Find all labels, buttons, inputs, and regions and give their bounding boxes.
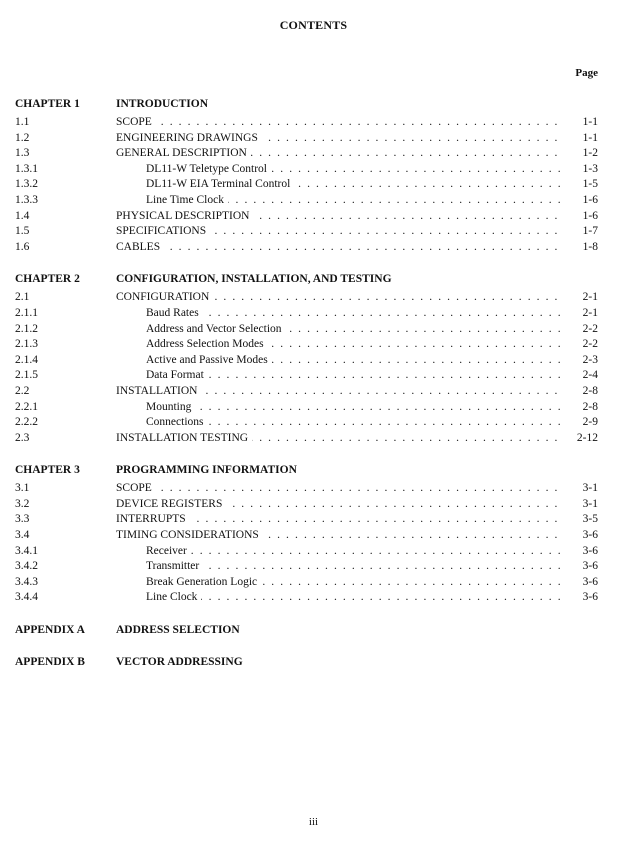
section-gap bbox=[15, 255, 598, 271]
toc-entry[interactable] bbox=[15, 544, 598, 560]
section-number: 1.3 bbox=[15, 147, 30, 160]
section-title: GENERAL DESCRIPTION bbox=[116, 147, 251, 159]
section-title: Baud Rates bbox=[146, 307, 203, 319]
section-title: ENGINEERING DRAWINGS bbox=[116, 132, 262, 144]
page-reference: 2-2 bbox=[579, 337, 598, 353]
section-title-leader bbox=[146, 575, 598, 591]
toc-entry[interactable] bbox=[15, 115, 598, 131]
page-reference: 3-5 bbox=[579, 512, 598, 528]
chapter-number: CHAPTER 2 bbox=[15, 273, 80, 286]
section-number: 1.5 bbox=[15, 225, 30, 238]
section-title: SPECIFICATIONS bbox=[116, 225, 210, 237]
section-number: 3.4.3 bbox=[15, 575, 38, 588]
page-number-footer: iii bbox=[308, 816, 319, 828]
toc-entry[interactable] bbox=[15, 209, 598, 225]
page-reference: 1-1 bbox=[579, 131, 598, 147]
section-title: PHYSICAL DESCRIPTION bbox=[116, 210, 253, 222]
toc-entry[interactable] bbox=[15, 528, 598, 544]
page-reference: 2-1 bbox=[579, 306, 598, 322]
toc-entry[interactable] bbox=[15, 497, 598, 513]
section-number: 2.2 bbox=[15, 384, 30, 397]
section-title: INSTALLATION bbox=[116, 385, 201, 397]
toc-entry[interactable] bbox=[15, 431, 598, 447]
page-reference: 1-1 bbox=[579, 115, 598, 131]
section-title-leader bbox=[116, 528, 598, 544]
page-reference: 1-5 bbox=[579, 177, 598, 193]
section-number: 2.1.4 bbox=[15, 353, 38, 366]
chapter-number: CHAPTER 1 bbox=[15, 98, 80, 110]
toc-entry[interactable] bbox=[15, 322, 598, 338]
page-reference: 3-6 bbox=[579, 544, 598, 560]
section-title-leader bbox=[116, 224, 598, 240]
section-title-leader bbox=[116, 290, 598, 306]
page-reference: 2-3 bbox=[579, 353, 598, 369]
page-reference: 2-9 bbox=[579, 415, 598, 431]
section-title-leader bbox=[116, 431, 598, 447]
page-reference: 3-6 bbox=[579, 590, 598, 606]
toc-entry[interactable] bbox=[15, 290, 598, 306]
section-number: 3.4 bbox=[15, 529, 30, 542]
toc-entry[interactable] bbox=[15, 240, 598, 256]
section-title: DL11-W Teletype Control bbox=[146, 163, 271, 175]
page-reference: 2-1 bbox=[579, 290, 598, 306]
chapter-title: PROGRAMMING INFORMATION bbox=[116, 464, 297, 477]
section-title: Address and Vector Selection bbox=[146, 323, 286, 335]
section-title-leader bbox=[116, 497, 598, 513]
section-number: 2.2.2 bbox=[15, 416, 38, 429]
toc-entry[interactable] bbox=[15, 337, 598, 353]
section-number: 3.4.2 bbox=[15, 560, 38, 573]
section-number: 2.1.1 bbox=[15, 306, 38, 319]
toc-entry[interactable] bbox=[15, 146, 598, 162]
section-title: Break Generation Logic bbox=[146, 576, 261, 588]
chapter-title: VECTOR ADDRESSING bbox=[116, 656, 243, 669]
page-column-header: Page bbox=[575, 67, 598, 79]
section-number: 1.6 bbox=[15, 240, 30, 253]
toc-entry[interactable] bbox=[15, 512, 598, 528]
section-number: 3.4.4 bbox=[15, 591, 38, 604]
section-number: 1.1 bbox=[15, 116, 30, 128]
toc-entry[interactable] bbox=[15, 384, 598, 400]
section-number: 3.2 bbox=[15, 497, 30, 510]
toc-entry[interactable] bbox=[15, 559, 598, 575]
section-title: CONFIGURATION bbox=[116, 291, 213, 303]
chapter-heading bbox=[15, 654, 598, 670]
toc-entry[interactable] bbox=[15, 590, 598, 606]
section-number: 1.2 bbox=[15, 131, 30, 144]
toc-entry[interactable] bbox=[15, 177, 598, 193]
chapter-heading bbox=[15, 462, 598, 478]
page-reference: 3-6 bbox=[579, 559, 598, 575]
section-title-leader bbox=[146, 559, 598, 575]
section-title: Transmitter bbox=[146, 560, 203, 572]
section-title-leader bbox=[116, 209, 598, 225]
section-title: CABLES bbox=[116, 241, 164, 253]
toc-entry[interactable] bbox=[15, 306, 598, 322]
section-title-leader bbox=[116, 240, 598, 256]
chapter-number: APPENDIX A bbox=[15, 624, 85, 637]
section-number: 3.3 bbox=[15, 513, 30, 526]
section-title: SCOPE bbox=[116, 116, 156, 128]
section-title: Receiver bbox=[146, 545, 191, 557]
toc-entry[interactable] bbox=[15, 400, 598, 416]
section-number: 3.1 bbox=[15, 482, 30, 495]
section-title-leader bbox=[146, 193, 598, 209]
toc-entry[interactable] bbox=[15, 353, 598, 369]
chapter-title: ADDRESS SELECTION bbox=[116, 624, 240, 637]
toc-entry[interactable] bbox=[15, 193, 598, 209]
page-reference: 1-8 bbox=[579, 240, 598, 256]
page-reference: 2-2 bbox=[579, 322, 598, 338]
page-reference: 3-1 bbox=[579, 481, 598, 497]
section-title-leader bbox=[116, 481, 598, 497]
chapter-number: APPENDIX B bbox=[15, 656, 85, 669]
section-title-leader bbox=[116, 131, 598, 147]
section-title-leader bbox=[146, 353, 598, 369]
section-title: Connections bbox=[146, 416, 208, 428]
section-number: 1.3.2 bbox=[15, 178, 38, 191]
section-title: Active and Passive Modes bbox=[146, 354, 272, 366]
section-gap bbox=[15, 446, 598, 462]
page-reference: 2-8 bbox=[579, 384, 598, 400]
section-title: DL11-W EIA Terminal Control bbox=[146, 178, 294, 190]
section-number: 3.4.1 bbox=[15, 544, 38, 557]
section-title-leader bbox=[116, 384, 598, 400]
section-title-leader bbox=[146, 337, 598, 353]
section-number: 1.3.1 bbox=[15, 162, 38, 175]
section-number: 1.3.3 bbox=[15, 193, 38, 206]
section-title: Mounting bbox=[146, 401, 195, 413]
section-title-leader bbox=[116, 146, 598, 162]
section-title-leader bbox=[146, 590, 598, 606]
section-number: 2.1.5 bbox=[15, 369, 38, 382]
toc-entry[interactable] bbox=[15, 162, 598, 178]
section-title: TIMING CONSIDERATIONS bbox=[116, 529, 263, 541]
chapter-heading bbox=[15, 96, 598, 112]
chapter-title: CONFIGURATION, INSTALLATION, AND TESTING bbox=[116, 273, 392, 286]
section-title: Line Time Clock bbox=[146, 194, 228, 206]
section-title: INTERRUPTS bbox=[116, 513, 190, 525]
section-title-leader bbox=[146, 306, 598, 322]
toc-entry[interactable] bbox=[15, 224, 598, 240]
section-title-leader bbox=[146, 322, 598, 338]
section-title: Address Selection Modes bbox=[146, 338, 268, 350]
section-gap bbox=[15, 606, 598, 622]
toc-entry[interactable] bbox=[15, 368, 598, 384]
page-reference: 1-3 bbox=[579, 162, 598, 178]
page-reference: 2-8 bbox=[579, 400, 598, 416]
page-reference: 2-12 bbox=[573, 431, 598, 447]
section-gap bbox=[15, 638, 598, 654]
section-title: DEVICE REGISTERS bbox=[116, 498, 226, 510]
chapter-heading bbox=[15, 271, 598, 287]
section-number: 2.3 bbox=[15, 431, 30, 444]
section-number: 2.1 bbox=[15, 291, 30, 304]
section-title: INSTALLATION TESTING bbox=[116, 432, 252, 444]
page-reference: 2-4 bbox=[579, 368, 598, 384]
section-title: Line Clock bbox=[146, 591, 201, 603]
section-title-leader bbox=[146, 162, 598, 178]
section-title-leader bbox=[146, 415, 598, 431]
section-title-leader bbox=[116, 512, 598, 528]
toc-entry[interactable] bbox=[15, 481, 598, 497]
page-title: CONTENTS bbox=[279, 18, 348, 32]
page-reference: 3-6 bbox=[579, 528, 598, 544]
chapter-number: CHAPTER 3 bbox=[15, 464, 80, 477]
toc-entry[interactable] bbox=[15, 131, 598, 147]
toc-entry[interactable] bbox=[15, 575, 598, 591]
section-title-leader bbox=[146, 368, 598, 384]
chapter-title: INTRODUCTION bbox=[116, 98, 209, 110]
section-title-leader bbox=[146, 544, 598, 560]
section-title-leader bbox=[116, 115, 598, 131]
section-title: Data Format bbox=[146, 369, 208, 381]
page-reference: 1-2 bbox=[579, 146, 598, 162]
page-reference: 1-7 bbox=[579, 224, 598, 240]
toc-entry[interactable] bbox=[15, 415, 598, 431]
section-number: 2.1.3 bbox=[15, 338, 38, 351]
section-number: 1.4 bbox=[15, 209, 30, 222]
section-number: 2.1.2 bbox=[15, 322, 38, 335]
page-reference: 1-6 bbox=[579, 209, 598, 225]
page-reference: 1-6 bbox=[579, 193, 598, 209]
page-reference: 3-6 bbox=[579, 575, 598, 591]
section-title-leader bbox=[146, 400, 598, 416]
section-title-leader bbox=[146, 177, 598, 193]
section-title: SCOPE bbox=[116, 482, 156, 494]
section-number: 2.2.1 bbox=[15, 400, 38, 413]
page-reference: 3-1 bbox=[579, 497, 598, 513]
table-of-contents bbox=[15, 96, 598, 670]
chapter-heading bbox=[15, 622, 598, 638]
